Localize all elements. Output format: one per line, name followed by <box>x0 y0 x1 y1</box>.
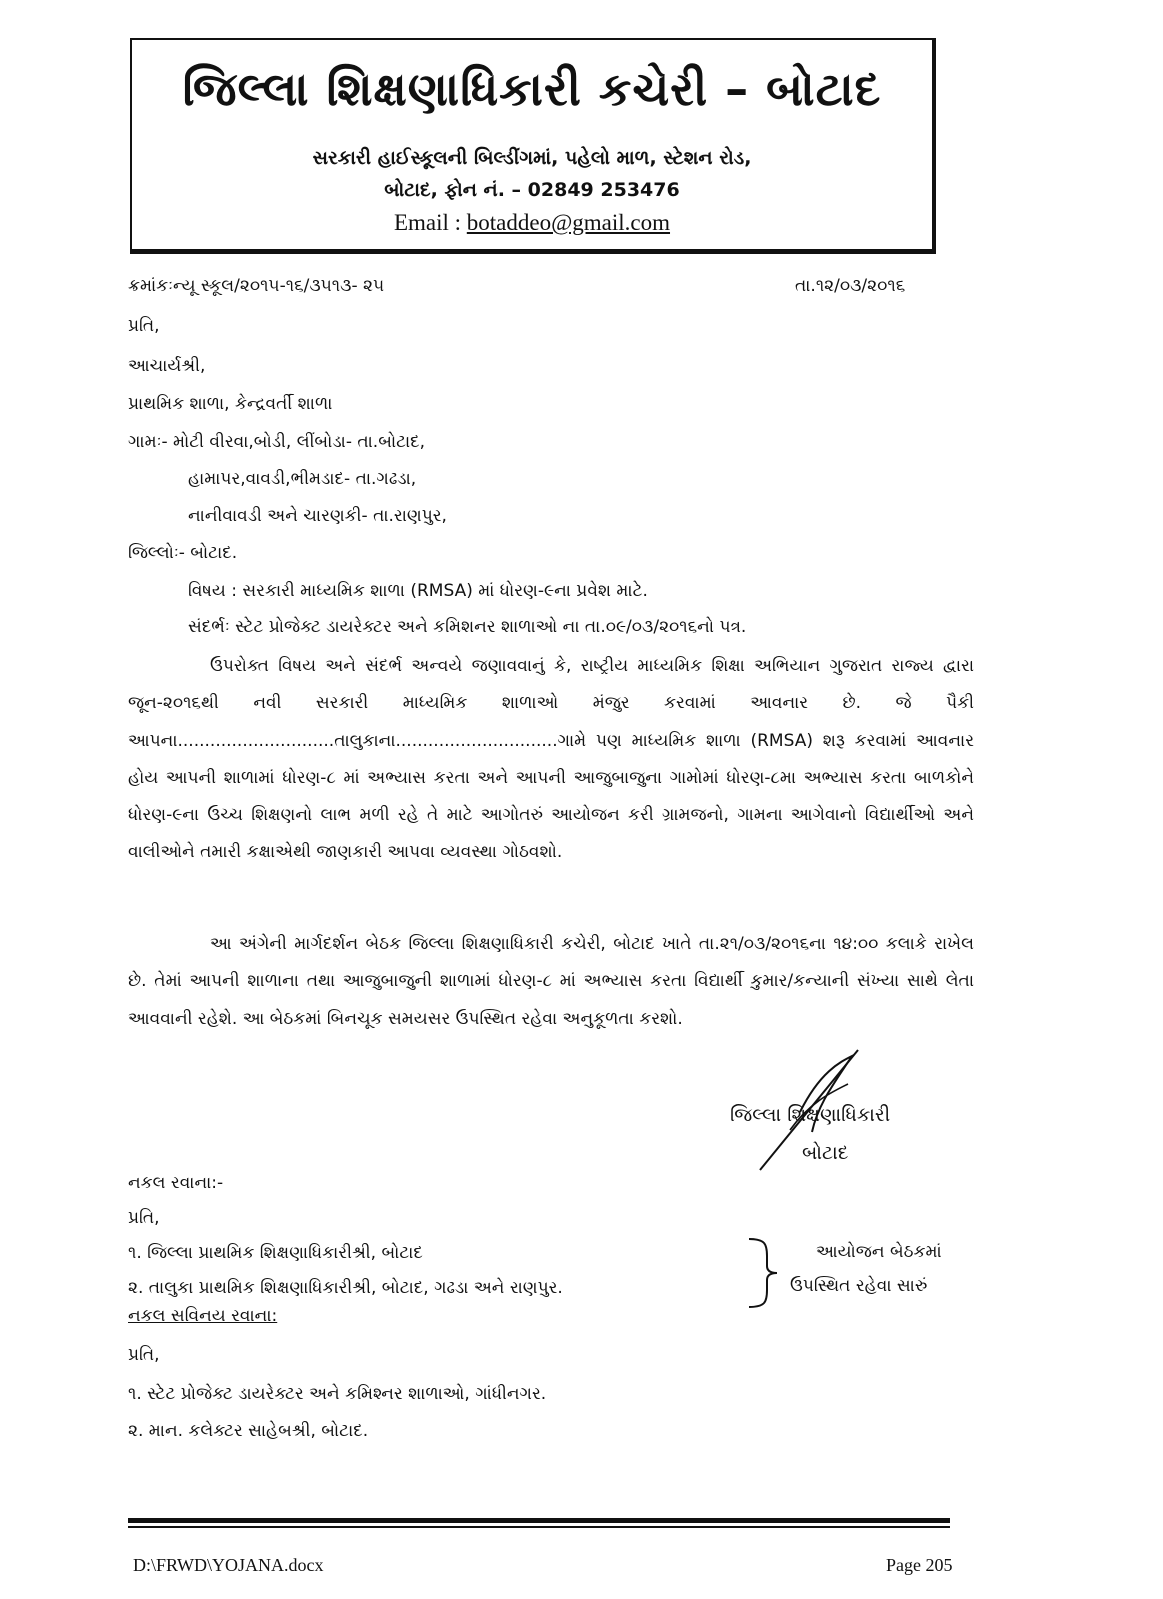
copy-respect-heading: નકલ સવિનય રવાના: <box>128 1306 278 1326</box>
footer-rule-thick <box>128 1518 950 1523</box>
copy-to-pratika: પ્રતિ, <box>128 1208 160 1228</box>
copy-to-item-2: ૨. તાલુકા પ્રાથમિક શિક્ષણાધિકારીશ્રી, બોટાદ, ગઢડા અને રાણપુર. <box>128 1278 563 1298</box>
copy-note-line2: ઉપસ્થિત રહેવા સારું <box>790 1276 928 1296</box>
copy-note-line1: આયોજન બેઠકમાં <box>816 1242 942 1262</box>
addressee-school: પ્રાથમિક શાળા, કેન્દ્રવર્તી શાળા <box>128 394 333 414</box>
body-paragraph-1-text: ઉપરોક્ત વિષય અને સંદર્ભ અન્વયે જણાવવાનું કે, રાષ્ટ્રીય માધ્યમિક શિક્ષા અભિયાન ગુજરાત રાજ્ય દ્વારા જૂન-૨૦૧૬થી નવી સરકારી માધ્યમિક શાળાઓ મંજુર કરવામાં આવનાર છે. જે પૈકી આપના.............................તાલુકાના..............................ગામે પણ માધ્યમિક શાળા (RMSA) શરૂ કરવામાં આવનાર હોય આપની શાળામાં ધોરણ-૮ માં અભ્યાસ કરતા અને આપની આજુબાજુના ગામોમાં ધોરણ-૮મા અભ્યાસ કરતા બાળકોને ધોરણ-૯ના ઉચ્ચ શિક્ષણનો લાભ મળી રહે તે માટે આગોતરું આયોજન કરી ગ્રામજનો, ગામના આગેવાનો વિદ્યાર્થીઓ અને વાલીઓને તમારી કક્ષાએથી જાણકારી આપવા વ્યવસ્થા ગોઠવશો. <box>128 656 974 863</box>
addressee-title: આચાર્યશ્રી, <box>128 356 206 376</box>
letter-reference: સંદર્ભઃ સ્ટેટ પ્રોજેક્ટ ડાયરેક્ટર અને કમિશનર શાળાઓ ના તા.૦૯/૦૩/૨૦૧૬નો પત્ર. <box>188 617 747 637</box>
letter-date: તા.૧૨/૦૩/૨૦૧૬ <box>795 276 906 296</box>
email-link[interactable]: botaddeo@gmail.com <box>466 210 671 235</box>
addressee-district: જિલ્લોઃ- બોટાદ. <box>128 543 238 563</box>
letterhead-box <box>130 38 936 254</box>
footer-rule-thin <box>128 1526 950 1528</box>
body-paragraph-1 <box>128 648 974 872</box>
body-paragraph-2-text: આ અંગેની માર્ગદર્શન બેઠક જિલ્લા શિક્ષણાધિકારી કચેરી, બોટાદ ખાતે તા.૨૧/૦૩/૨૦૧૬ના ૧૪:૦૦ કલાકે રાખેલ છે. તેમાં આપની શાળાના તથા આજુબાજુની શાળામાં ધોરણ-૮ માં અભ્યાસ કરતા વિદ્યાર્થી કુમાર/કન્યાની સંખ્યા સાથે લેતા આવવાની રહેશે. આ બેઠકમાં બિનચૂક સમયસર ઉપસ્થિત રહેવા અનુકૂળતા કરશો. <box>128 934 974 1029</box>
copy-to-item-1: ૧. જિલ્લા પ્રાથમિક શિક્ષણાધિકારીશ્રી, બોટાદ <box>128 1243 423 1263</box>
addressee-village-line3: નાનીવાવડી અને ચારણકી- તા.રાણપુર, <box>188 506 447 526</box>
addressee-village-line2: હામાપર,વાવડી,ભીમડાદ- તા.ગઢડા, <box>188 469 417 489</box>
copy-respect-item-2: ૨. માન. કલેક્ટર સાહેબશ્રી, બોટાદ. <box>128 1421 369 1441</box>
reference-number: ક્રમાંકઃન્યૂ સ્કૂલ/૨૦૧૫-૧૬/૩૫૧૩- ૨૫ <box>128 276 385 296</box>
addressee-to: પ્રતિ, <box>128 316 160 336</box>
copy-to-heading: નકલ રવાના:- <box>128 1173 224 1193</box>
copy-respect-item-1: ૧. સ્ટેટ પ્રોજેક્ટ ડાયરેક્ટર અને કમિશ્નર શાળાઓ, ગાંધીનગર. <box>128 1384 547 1404</box>
signatory-designation: જિલ્લા શિક્ષણાધિકારી <box>730 1104 891 1126</box>
copy-respect-pratika: પ્રતિ, <box>128 1345 160 1365</box>
signatory-place: બોટાદ <box>802 1142 849 1164</box>
office-title: જિલ્લા શિક્ષણાધિકારી કચેરી – બોટાદ <box>182 62 882 116</box>
footer-page-number: Page 205 <box>886 1555 953 1575</box>
office-email-line <box>132 210 932 236</box>
right-brace-icon <box>745 1236 785 1310</box>
email-label: Email : <box>393 210 467 235</box>
footer-file-path: D:\FRWD\YOJANA.docx <box>133 1555 324 1575</box>
letter-subject: વિષય : સરકારી માધ્યમિક શાળા (RMSA) માં ધોરણ-૯ના પ્રવેશ માટે. <box>188 581 648 601</box>
office-address-line1: સરકારી હાઈસ્કૂલની બિલ્ડીંગમાં, પહેલો માળ, સ્ટેશન રોડ, <box>312 147 752 169</box>
body-paragraph-2 <box>128 926 974 1038</box>
office-address-line2: બોટાદ, ફોન નં. – 02849 253476 <box>384 179 680 201</box>
addressee-village-line1: ગામઃ- મોટી વીરવા,બોડી, લીંબોડા- તા.બોટાદ, <box>128 432 426 452</box>
